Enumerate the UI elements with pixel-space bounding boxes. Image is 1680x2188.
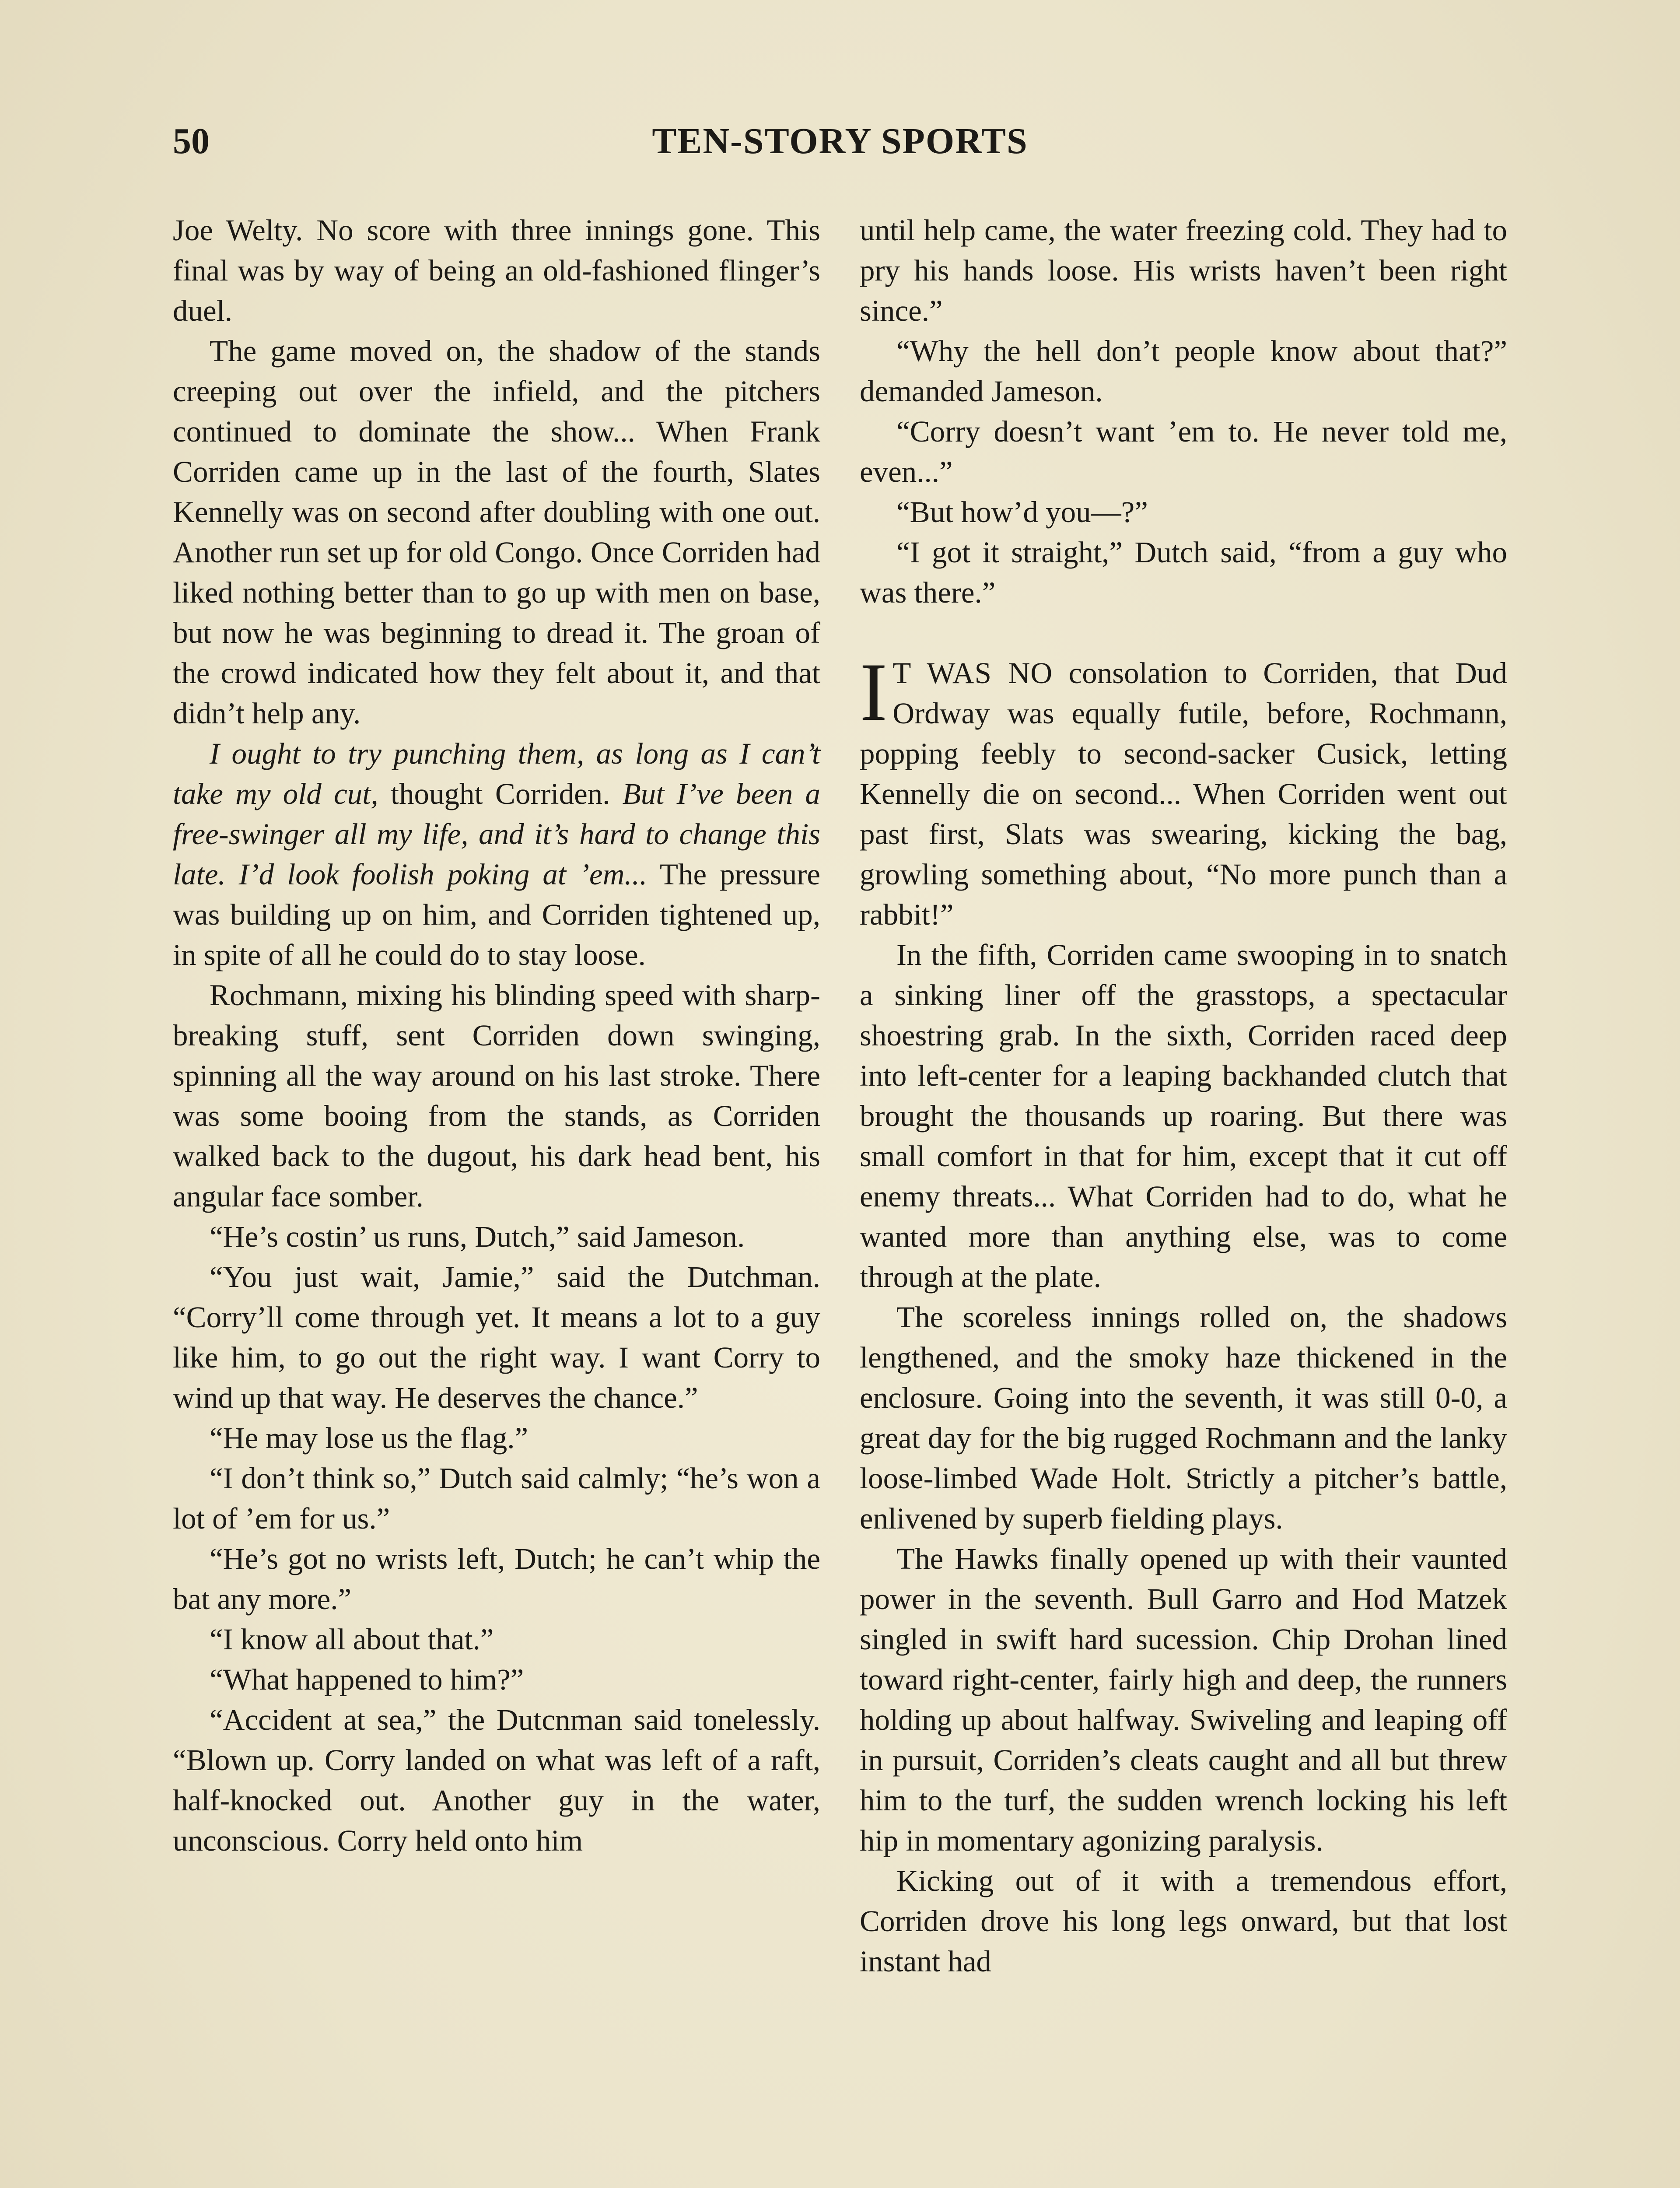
paragraph: until help came, the water freezing cold. They had to pry his hands loose. His wrists haven’t been right since.” [860,214,1507,327]
paragraph: “He may lose us the flag.” [210,1421,528,1455]
paragraph: “I know all about that.” [210,1623,494,1656]
paragraph: “What happened to him?” [210,1663,524,1696]
paragraph-internal-thought [173,733,820,975]
right-column [860,210,1507,1981]
page-number: 50 [173,121,210,161]
paragraph: Kicking out of it with a tremendous effort, Corriden drove his long legs onward, but that lost instant had [860,1864,1507,1978]
paragraph: “Corry doesn’t want ’em to. He never told me, even...” [860,415,1507,488]
paragraph: The scoreless innings rolled on, the shadows lengthened, and the smoky haze thickened in the enclosure. Going into the seventh, it was still 0-0, a great day for the big rugged Rochmann and the lanky loose-limbed Wade Holt. Strictly a pitcher’s battle, enlivened by superb fielding plays. [860,1301,1507,1535]
paragraph: “I don’t think so,” Dutch said calmly; “he’s won a lot of ’em for us.” [173,1462,820,1535]
italic-thought: But I’ve been a free-swinger all my life, and it’s hard to change this late. I’d look foolish poking at ’em... [173,777,820,891]
paragraph: “He’s costin’ us runs, Dutch,” said Jameson. [210,1220,745,1253]
section-start-paragraph [860,646,1507,935]
paragraph: The Hawks finally opened up with their vaunted power in the seventh. Bull Garro and Hod Matzek singled in swift hard sucession. Chip Drohan lined toward right-center, fairly high and deep, the runners holding up about halfway. Swiveling and leaping off in pursuit, Corriden’s cleats caught and all but threw him to the turf, the sudden wrench locking his left hip in momentary agonizing paralysis. [860,1542,1507,1857]
paragraph: In the fifth, Corriden came swooping in to snatch a sinking liner off the grasstops, a spectacular shoestring grab. In the sixth, Corriden raced deep into left-center for a leaping backhanded clutch that brought the thousands up roaring. But there was small comfort in that for him, except that it cut off enemy threats... What Corriden had to do, what he wanted more than anything else, was to come through at the plate. [860,938,1507,1294]
paragraph: “But how’d you—?” [896,495,1148,529]
paragraph: “I got it straight,” Dutch said, “from a guy who was there.” [860,536,1507,609]
narration: thought Corriden. [378,777,623,810]
page-header [173,117,1507,165]
running-title: TEN-STORY SPORTS [652,121,1028,161]
small-caps-lead: T WAS NO [892,656,1053,690]
paragraph: Joe Welty. No score with three innings gone. This final was by way of being an old-fashioned flinger’s duel. [173,214,820,327]
left-column [173,210,820,1861]
paragraph-text: consolation to Corriden, that Dud Ordway was equally futile, before, Rochmann, popping feebly to second-sacker Cusick, letting Kennelly die on second... When Corriden went out past first, Slats was swearing, kicking the bag, growling something about, “No more punch than a rabbit!” [860,656,1507,931]
paragraph: “Accident at sea,” the Dutcnman said tonelessly. “Blown up. Corry landed on what was left of a raft, half-knocked out. Another guy in the water, unconscious. Corry held onto him [173,1703,820,1857]
drop-cap: I [860,646,888,738]
paragraph: “Why the hell don’t people know about that?” demanded Jameson. [860,334,1507,408]
italic-thought: I ought to try punching them, as long as I can’t take my old cut, [173,737,820,810]
paragraph: “He’s got no wrists left, Dutch; he can’t whip the bat any more.” [173,1542,820,1616]
narration: The pressure was building up on him, and Corriden tightened up, in spite of all he could do to stay loose. [173,858,821,971]
paragraph: Rochmann, mixing his blinding speed with sharp-breaking stuff, sent Corriden down swinging, spinning all the way around on his last stroke. There was some booing from the stands, as Corriden walked back to the dugout, his dark head bent, his angular face somber. [173,978,820,1213]
paragraph: “You just wait, Jamie,” said the Dutchman. “Corry’ll come through yet. It means a lot to a guy like him, to go out the right way. I want Corry to wind up that way. He deserves the chance.” [173,1260,820,1414]
paragraph: The game moved on, the shadow of the stands creeping out over the infield, and the pitchers continued to dominate the show... When Frank Corriden came up in the last of the fourth, Slates Kennelly was on second after doubling with one out. Another run set up for old Congo. Once Corriden had liked nothing better than to go up with men on base, but now he was beginning to dread it. The groan of the crowd indicated how they felt about it, and that didn’t help any. [173,334,820,730]
